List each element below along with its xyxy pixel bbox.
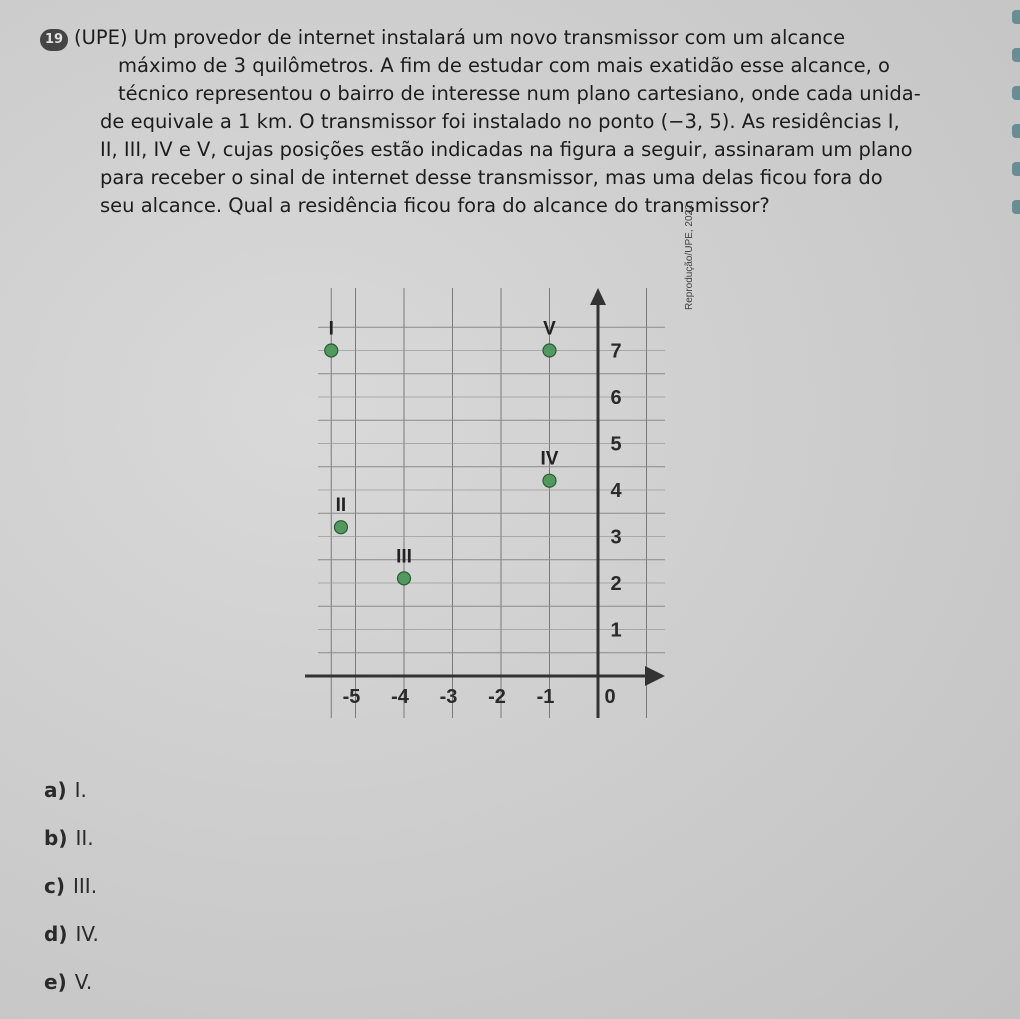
question-line-3: técnico representou o bairro de interesse num plano cartesiano, onde cada unida- xyxy=(118,82,921,105)
residence-label: II xyxy=(335,495,347,517)
question-line-5: II, III, IV e V, cujas posições estão indicadas na figura a seguir, assinaram um plano xyxy=(100,138,913,161)
x-axis-arrow xyxy=(645,666,665,686)
residence-label: III xyxy=(396,546,412,568)
residence-points xyxy=(325,319,559,585)
residence-point xyxy=(398,572,411,585)
page-edge-tabs xyxy=(1008,0,1020,230)
y-axis-arrow xyxy=(590,288,606,305)
y-tick-label: 4 xyxy=(610,480,622,502)
y-tick-label: 3 xyxy=(610,526,622,549)
question-line-2: máximo de 3 quilômetros. A fim de estudar com mais exatidão esse alcance, o xyxy=(118,54,890,77)
residence-point xyxy=(325,344,338,357)
y-tick-label: 2 xyxy=(610,573,622,595)
residence-label: I xyxy=(328,318,334,340)
residence-point xyxy=(334,521,347,534)
y-tick-label: 6 xyxy=(610,387,622,409)
question-line-1: 19 (UPE) Um provedor de internet instalará um novo transmissor com um alcance xyxy=(40,24,975,52)
question-number-badge: 19 xyxy=(40,29,68,51)
x-tick-label: -1 xyxy=(536,686,555,708)
x-tick-label: -3 xyxy=(439,686,458,708)
y-tick-label: 7 xyxy=(610,340,622,363)
answer-option-a[interactable]: a) I. xyxy=(44,778,87,802)
residence-label: IV xyxy=(540,448,559,470)
answer-options xyxy=(44,766,99,1006)
y-tick-label: 1 xyxy=(610,619,622,642)
answer-option-b[interactable]: b) II. xyxy=(44,826,94,850)
residence-point xyxy=(543,474,556,487)
x-tick-label: -4 xyxy=(391,686,409,708)
answer-option-c[interactable]: c) III. xyxy=(44,874,98,898)
x-tick-label: -2 xyxy=(488,686,506,708)
x-tick-label: -5 xyxy=(342,686,361,708)
answer-option-d[interactable]: d) IV. xyxy=(44,922,99,946)
answer-option-e[interactable]: e) V. xyxy=(44,970,93,994)
residence-point xyxy=(543,344,556,357)
question-line-6: para receber o sinal de internet desse transmissor, mas uma delas ficou fora do xyxy=(100,166,883,189)
question-line-4: de equivale a 1 km. O transmissor foi instalado no ponto (−3, 5). As residências I, xyxy=(100,110,900,133)
y-tick-label: 5 xyxy=(610,433,622,456)
figure-credit: Reprodução/UPE, 2022 xyxy=(684,204,695,310)
x-tick-label: 0 xyxy=(604,686,616,708)
question-line-7: seu alcance. Qual a residência ficou fora do alcance do transmissor? xyxy=(100,194,770,217)
residence-label: V xyxy=(543,318,556,340)
